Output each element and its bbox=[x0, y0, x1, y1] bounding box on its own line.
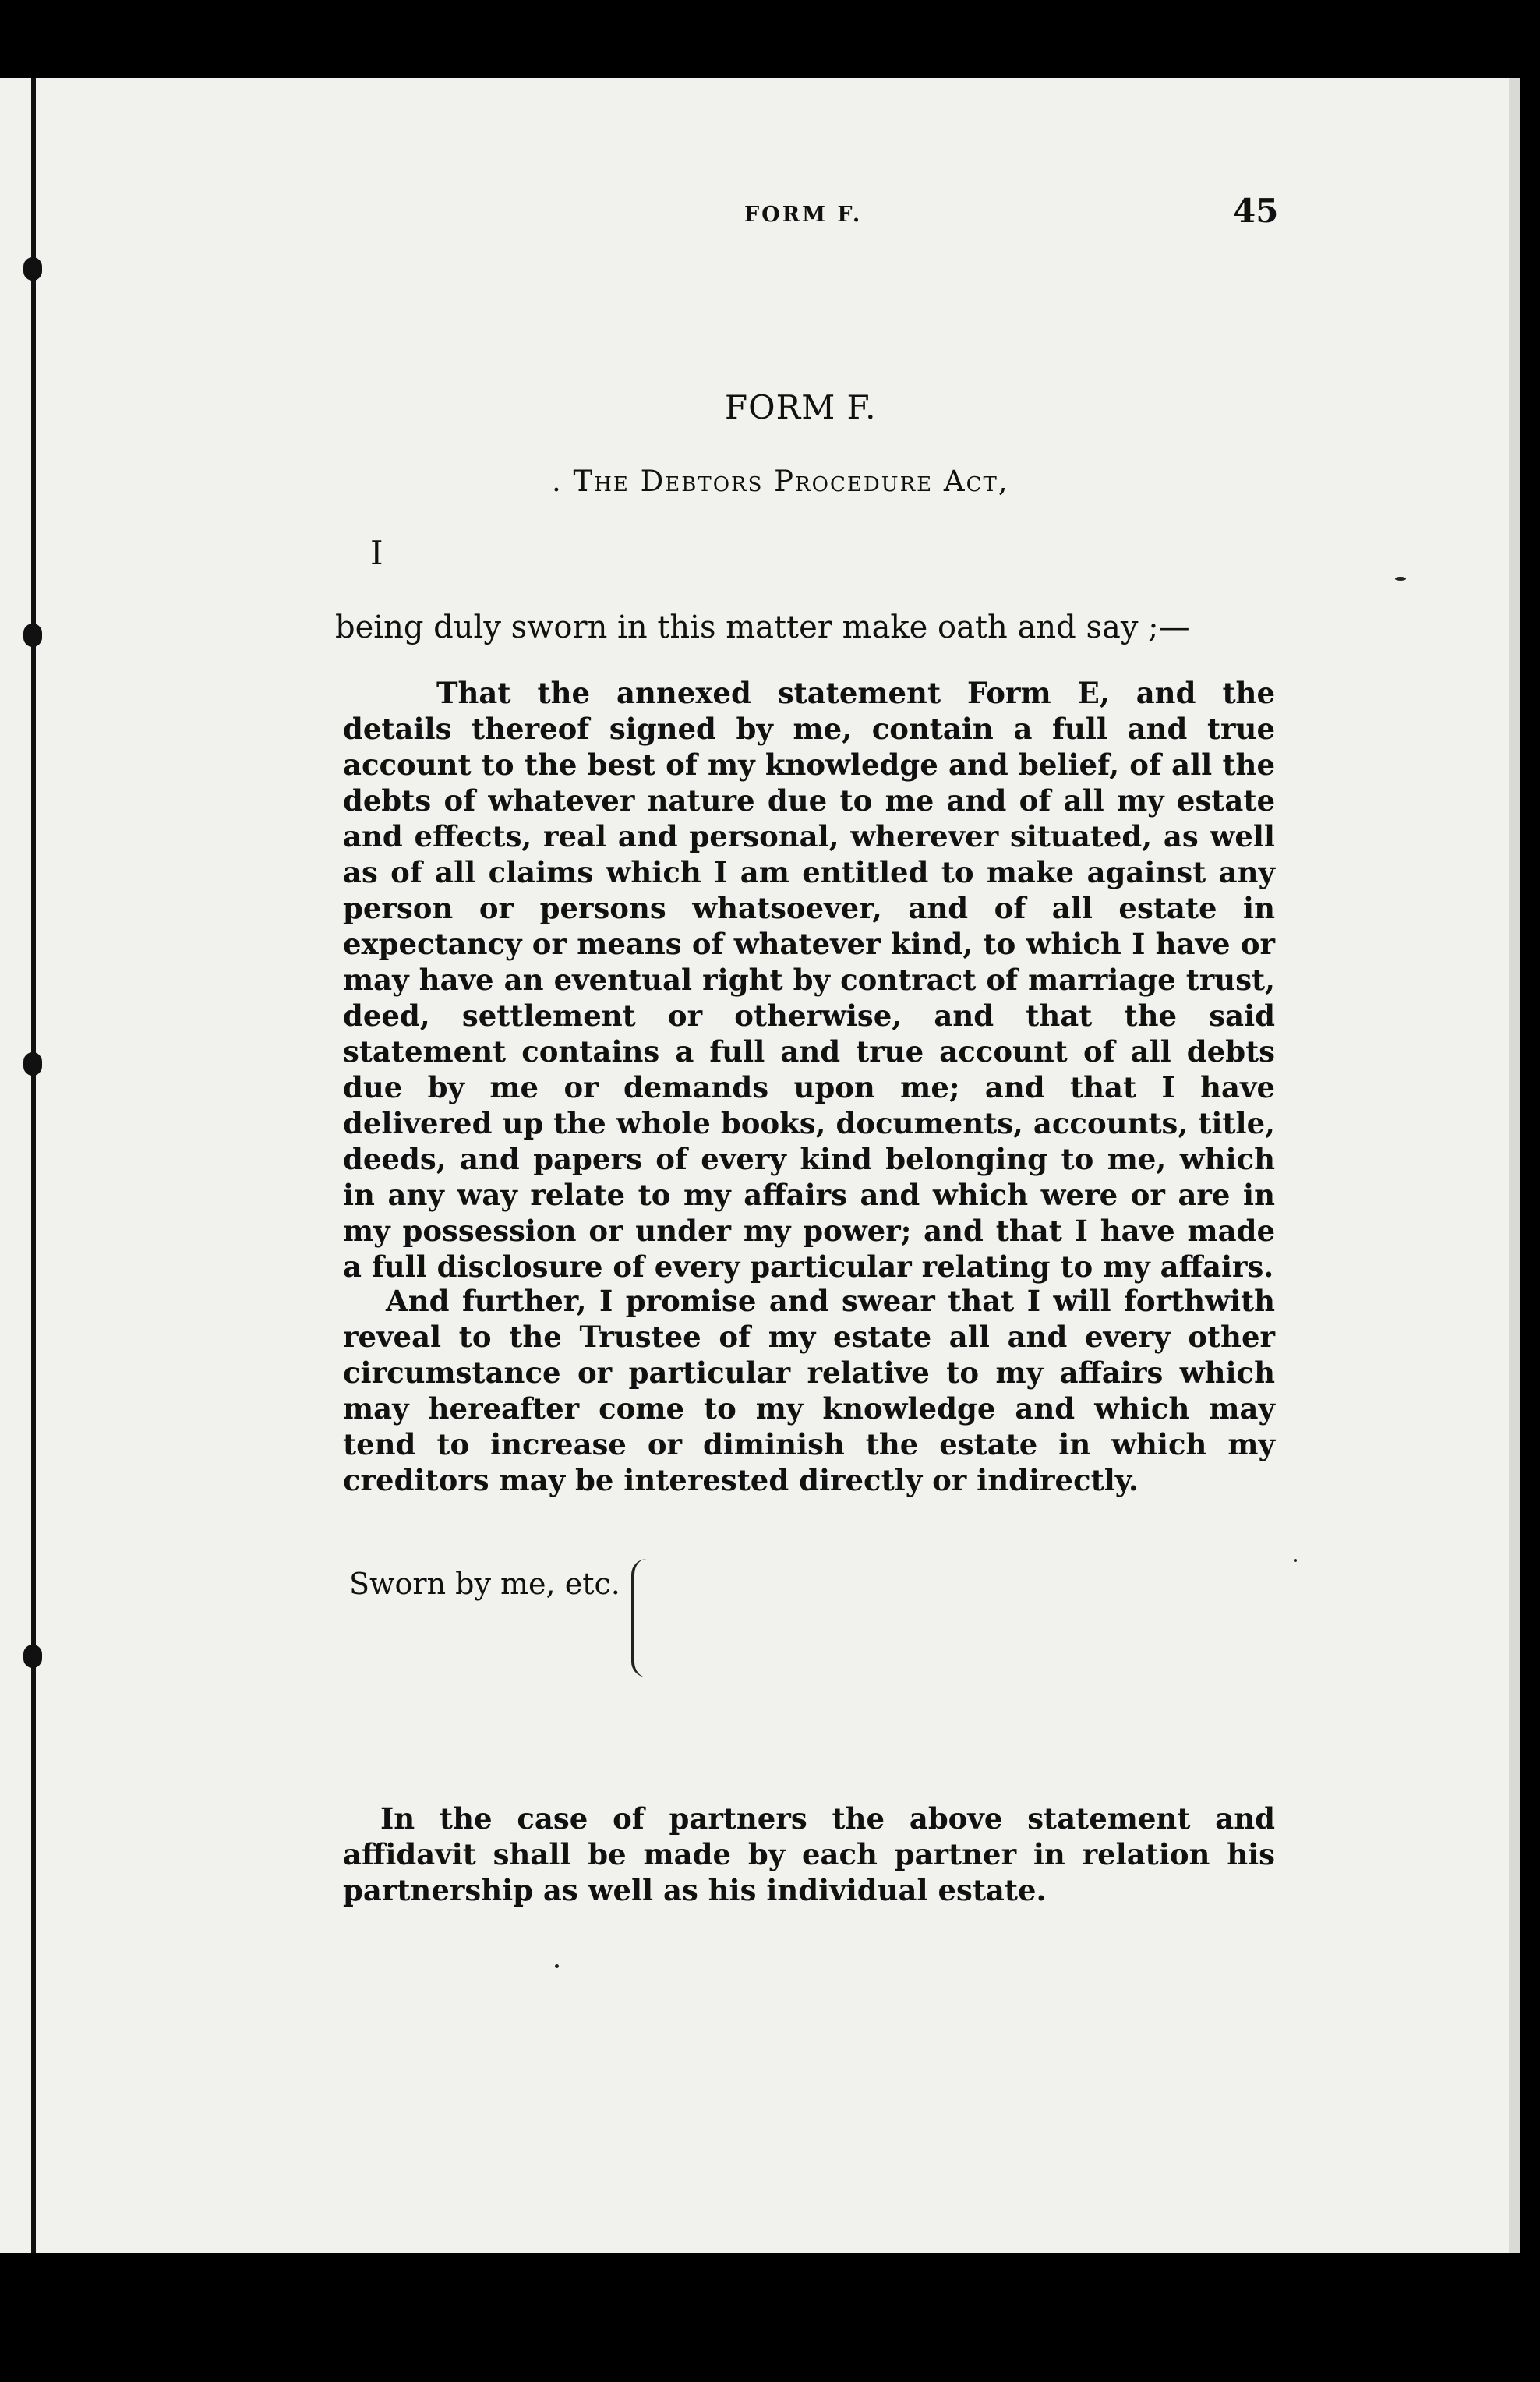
partners-note: In the case of partners the above statement and affidavit shall be made by each partner in relation his partnership as well as his individual estate. bbox=[343, 1801, 1275, 1907]
scan-speck bbox=[1395, 577, 1406, 581]
binding-mark bbox=[23, 1645, 42, 1668]
oath-line: being duly sworn in this matter make oath and say ;— bbox=[335, 610, 1190, 645]
form-title: FORM F. bbox=[725, 388, 877, 426]
deponent-line: I bbox=[370, 534, 383, 572]
binding-edge bbox=[31, 78, 36, 2253]
binding-mark bbox=[23, 1052, 42, 1076]
act-title: . The Debtors Procedure Act, bbox=[552, 465, 1009, 498]
scan-bottom-margin bbox=[0, 2253, 1540, 2382]
scan-speck bbox=[555, 1964, 559, 1968]
binding-mark bbox=[23, 624, 42, 647]
binding-mark bbox=[23, 257, 42, 281]
scan-speck bbox=[1294, 1559, 1297, 1562]
signature-brace bbox=[631, 1559, 647, 1677]
sworn-line: Sworn by me, etc. bbox=[349, 1567, 620, 1601]
affidavit-paragraph: That the annexed statement Form E, and the details thereof signed by me, contain a full and true account to the best of my knowledge and belief, of all the debts of whatever nature due to me and of all my estate and effects, real and personal, wherever situated, as well as of all claims which I am entitled to make against any person or persons whatsoever, and of all estate in expectancy or means of whatever kind, to which I have or may have an eventual right by contract of marriage trust, deed, settlement or otherwise, and that the said statement contains a full and true account of all debts due by me or demands upon me; and that I have delivered up the whole books, documents, accounts, title, deeds, and papers of every kind belonging to me, which in any way relate to my affairs and which were or are in my possession or under my power; and that I have made a full disclosure of every particular relating to my affairs. bbox=[343, 676, 1275, 1284]
running-head: FORM F. bbox=[744, 203, 863, 227]
page-number: 45 bbox=[1233, 192, 1279, 230]
document-page bbox=[0, 78, 1520, 2253]
promise-paragraph: And further, I promise and swear that I will forthwith reveal to the Trustee of my estate all and every other circumstance or particular relative to my affairs which may hereafter come to my knowledge and which may tend to increase or diminish the estate in which my creditors may be interested directly or indirectly. bbox=[343, 1284, 1275, 1497]
page-right-edge bbox=[1509, 78, 1520, 2253]
